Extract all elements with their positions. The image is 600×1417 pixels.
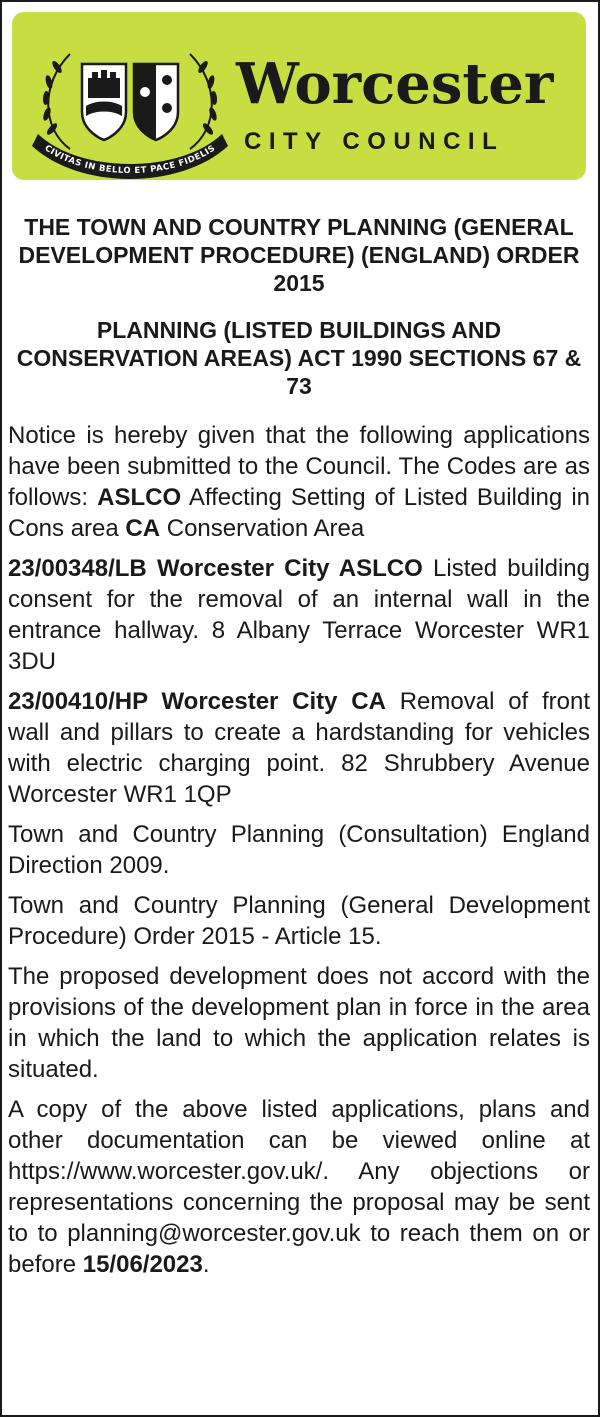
brand-name: Worcester xyxy=(236,51,554,117)
deadline-date: 15/06/2023 xyxy=(82,1251,203,1278)
intro-text: Notice is hereby given that the following applications have been submitted to the Council. The Codes are as follows: xyxy=(8,422,590,511)
consultation-statement: Town and Country Planning (Consultation) England Direction 2009. xyxy=(8,821,590,879)
procedure-statement: Town and Country Planning (General Development Procedure) Order 2015 - Article 15. xyxy=(8,892,590,950)
accord-statement: The proposed development does not accord with the provisions of the development plan in force in the area in which the land to which the application relates is situated. xyxy=(8,963,590,1083)
crest-motto: CIVITAS IN BELLO ET PACE FIDELIS xyxy=(42,143,218,177)
council-crest-logo xyxy=(30,34,230,184)
application-description: Listed building consent for the removal of an internal wall in the entrance hallway. 8 Albany Terrace Worcester WR1 3DU xyxy=(8,555,591,675)
act-heading: PLANNING (LISTED BUILDINGS AND CONSERVATION AREAS) ACT 1990 SECTIONS 67 & 73 xyxy=(16,317,582,399)
brand-subtitle: CITY COUNCIL xyxy=(244,128,505,155)
application-description: Removal of front wall and pillars to create a hardstanding for vehicles with electric charging point. 82 Shrubbery Avenue Worcester WR1 1QP xyxy=(8,688,591,808)
notice-body xyxy=(8,420,590,1289)
application-item xyxy=(8,553,590,677)
application-item xyxy=(8,686,590,810)
code-aslco-desc: Affecting Setting of Listed Building in Cons area xyxy=(8,484,591,542)
application-reference: 23/00348/LB Worcester City ASLCO xyxy=(8,555,423,582)
copy-statement xyxy=(8,1094,590,1280)
code-aslco: ASLCO xyxy=(97,484,182,511)
application-reference: 23/00410/HP Worcester City CA xyxy=(8,688,386,715)
council-banner xyxy=(12,12,586,180)
deadline-period: . xyxy=(202,1251,210,1278)
code-ca-desc: Conservation Area xyxy=(166,515,365,542)
code-ca: CA xyxy=(125,515,161,542)
order-heading: THE TOWN AND COUNTRY PLANNING (GENERAL DEVELOPMENT PROCEDURE) (ENGLAND) ORDER 2015 xyxy=(18,214,580,296)
copy-text: A copy of the above listed applications, plans and other documentation can be viewed online at https://www.worcester.gov.uk/. Any objections or representations concerning the proposal may be sent to to planning@worcester.gov.uk to reach them on or before xyxy=(8,1096,590,1278)
notice-intro xyxy=(8,420,590,544)
